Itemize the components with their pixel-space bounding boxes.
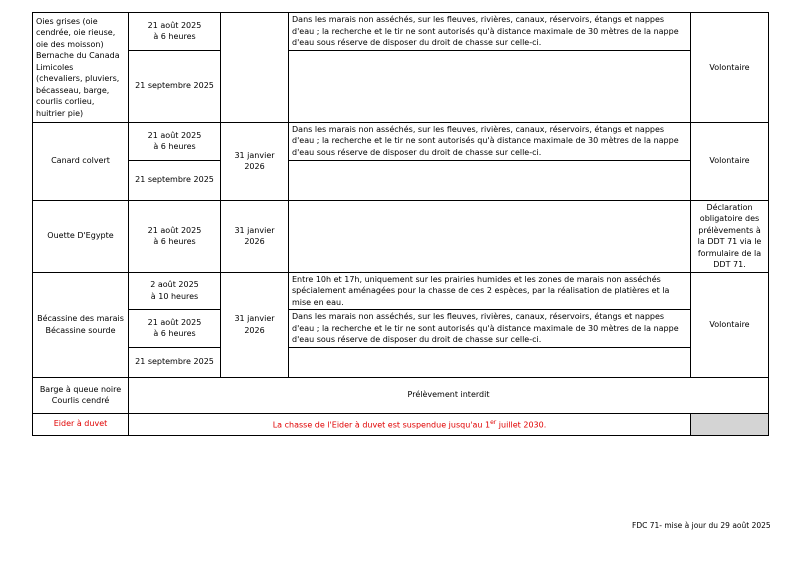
condition-cell: Dans les marais non asséchés, sur les fleuves, rivières, canaux, réservoirs, étangs et nappes d'eau ; la recherche et le tir ne sont autorisés qu'à distance maximale de 30 mètres de la nappe d'eau sous réserve de disposer du droit de chasse sur celle-ci. [289, 122, 691, 160]
condition-cell-empty [289, 347, 691, 377]
mode-cell: Volontaire [691, 122, 769, 200]
table-row-becassine-sub [33, 310, 769, 348]
table-row-eider [33, 413, 769, 435]
species-cell-canard: Canard colvert [33, 122, 129, 200]
opening-date-cell: 21 août 2025 à 6 heures [129, 13, 221, 51]
condition-cell-empty [289, 200, 691, 272]
table-row-becassine [33, 272, 769, 310]
opening-date-cell: 21 septembre 2025 [129, 160, 221, 200]
opening-date-cell: 21 août 2025 à 6 heures [129, 310, 221, 348]
condition-cell: Dans les marais non asséchés, sur les fleuves, rivières, canaux, réservoirs, étangs et nappes d'eau ; la recherche et le tir ne sont autorisés qu'à distance maximale de 30 mètres de la nappe d'eau sous réserve de disposer du droit de chasse sur celle-ci. [289, 13, 691, 51]
closing-date-cell: 31 janvier 2026 [221, 200, 289, 272]
mode-cell: Volontaire [691, 272, 769, 377]
species-cell-becassine: Bécassine des marais Bécassine sourde [33, 272, 129, 377]
condition-cell: Entre 10h et 17h, uniquement sur les prairies humides et les zones de marais non asséchés spécialement aménagées pour la chasse de ces 2 espèces, par la réalisation de platières et la mise en eau. [289, 272, 691, 310]
table-row-ouette [33, 200, 769, 272]
page-footer: FDC 71- mise à jour du 29 août 2025 [632, 521, 771, 530]
table-row-canard-sub [33, 160, 769, 200]
opening-date-cell: 21 septembre 2025 [129, 50, 221, 122]
condition-cell-empty [289, 50, 691, 122]
condition-cell-empty [289, 160, 691, 200]
opening-date-cell: 2 août 2025 à 10 heures [129, 272, 221, 310]
opening-date-cell: 21 août 2025 à 6 heures [129, 122, 221, 160]
species-cell-eider: Eider à duvet [33, 413, 129, 435]
closing-date-cell: 31 janvier 2026 [221, 272, 289, 377]
hunting-periods-table [32, 12, 769, 436]
table-row-becassine-sub2 [33, 347, 769, 377]
opening-date-cell: 21 septembre 2025 [129, 347, 221, 377]
mode-cell: Volontaire [691, 13, 769, 123]
table-row-barge [33, 377, 769, 413]
table-row-canard [33, 122, 769, 160]
suspension-notice: La chasse de l'Eider à duvet est suspendue jusqu'au 1er juillet 2030. [129, 413, 691, 435]
grey-empty-cell [691, 413, 769, 435]
table-row-oies-sub [33, 50, 769, 122]
table-row-oies [33, 13, 769, 51]
opening-date-cell: 21 août 2025 à 6 heures [129, 200, 221, 272]
mode-cell: Déclaration obligatoire des prélèvements à la DDT 71 via le formulaire de la DDT 71. [691, 200, 769, 272]
closing-date-cell: 31 janvier 2026 [221, 122, 289, 200]
species-cell-ouette: Ouette D'Egypte [33, 200, 129, 272]
species-cell-barge: Barge à queue noire Courlis cendré [33, 377, 129, 413]
species-cell-oies: Oies grises (oie cendrée, oie rieuse, oie des moisson) Bernache du Canada Limicoles (chevaliers, pluviers, bécasseau, barge, courlis corlieu, huitrier pie) [33, 13, 129, 123]
condition-cell: Dans les marais non asséchés, sur les fleuves, rivières, canaux, réservoirs, étangs et nappes d'eau ; la recherche et le tir ne sont autorisés qu'à distance maximale de 30 mètres de la nappe d'eau sous réserve de disposer du droit de chasse sur celle-ci. [289, 310, 691, 348]
closing-date-cell-empty [221, 13, 289, 123]
prohibition-cell: Prélèvement interdit [129, 377, 769, 413]
